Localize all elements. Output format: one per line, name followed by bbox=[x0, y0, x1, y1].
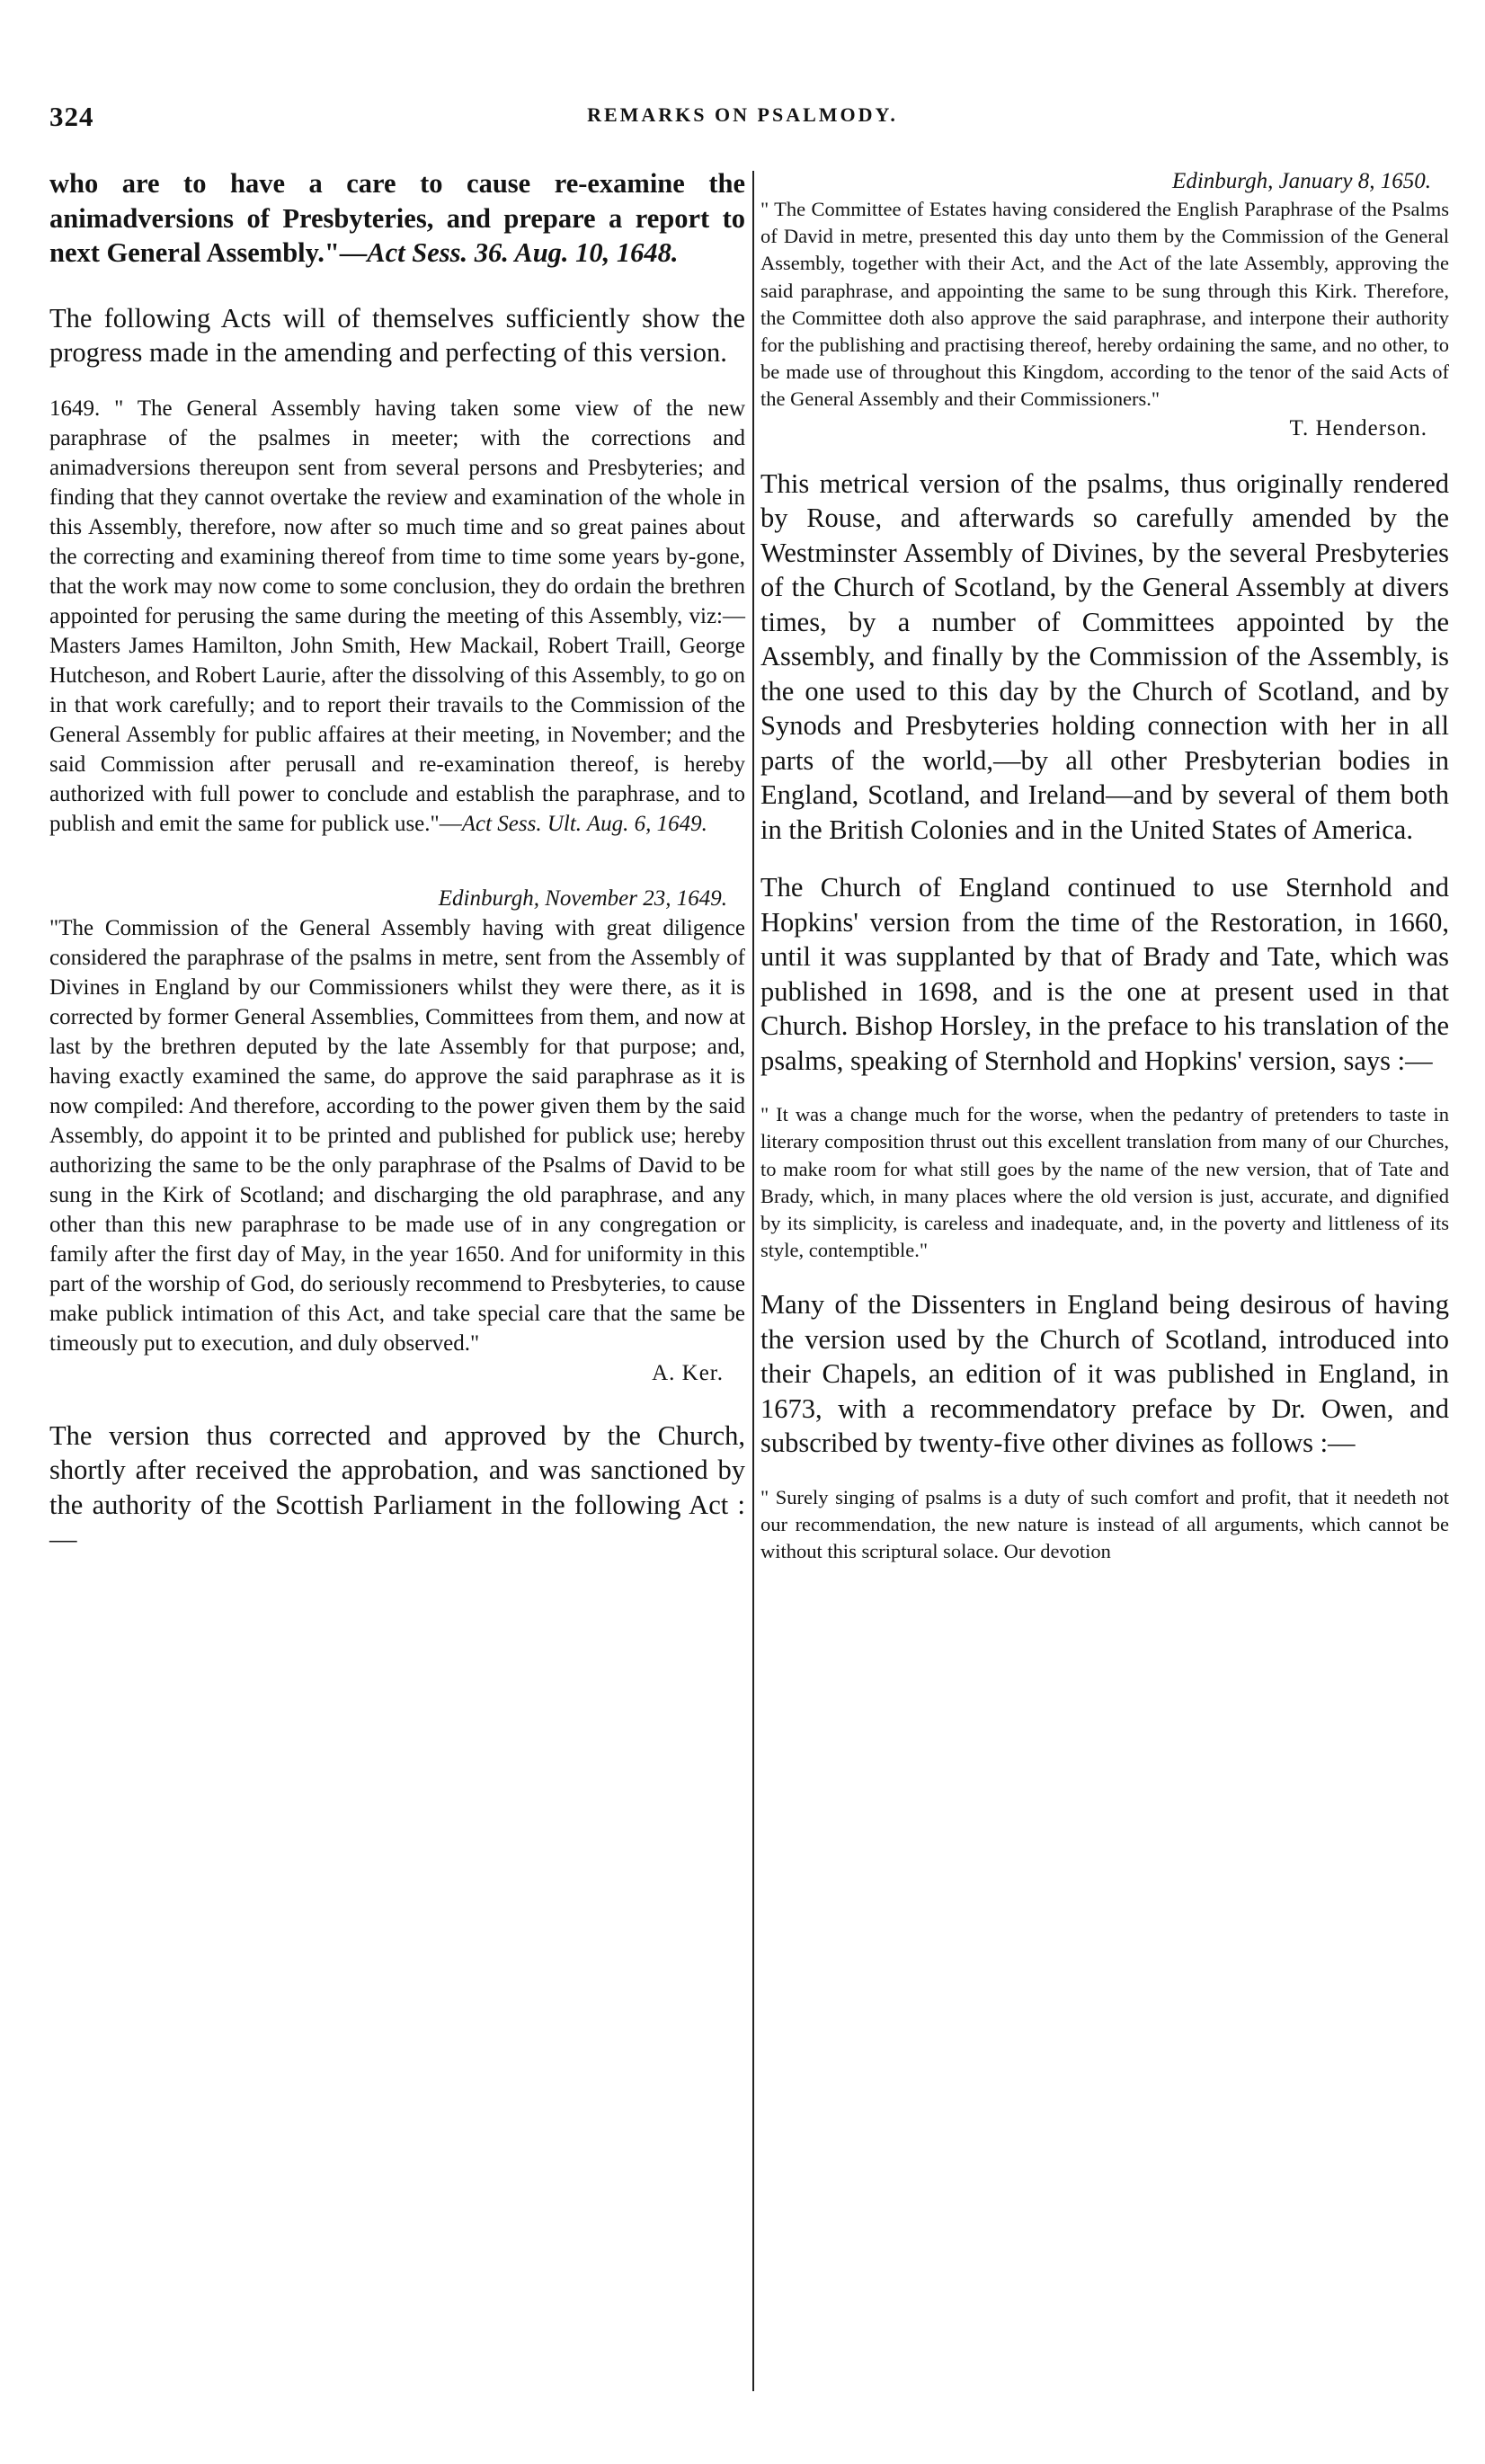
act-1649-paragraph bbox=[49, 394, 745, 839]
dissenters-paragraph: Many of the Dissenters in England being desirous of having the version used by the Church of Scotland, introduced into their Chapels, an edition of it was published in England, in 1673, with a recommendatory preface by Dr. Owen, and subscribed by twenty-five other divines as follows :— bbox=[760, 1289, 1449, 1459]
owen-preface-quote: " Surely singing of psalms is a duty of such comfort and profit, that it needeth not our recommendation, the new nature is instead of all arguments, which cannot be without this scriptural solace. Our devotion bbox=[760, 1485, 1449, 1563]
intro-paragraph: The following Acts will of themselves sufficiently show the progress made in the amending and perfecting of this version. bbox=[49, 302, 745, 368]
signature: T. Henderson. bbox=[1289, 415, 1427, 440]
parliament-paragraph: The version thus corrected and approved by the Church, shortly after received the approbation, and was sanctioned by the authority of the Scottish Parliament in the following Act :— bbox=[49, 1419, 745, 1554]
paragraph-text: 1649. " The General Assembly having taken some view of the new paraphrase of the psalmes in meeter; with the corrections and animadversions thereupon sent from several persons and Presbyteries; and finding that they cannot overtake the review and examination of the whole in this Assembly, therefore, now after so much time and so great paines about the correcting and examining thereof from time to time some years by-gone, that the work may now come to some conclusion, they do ordain the brethren appointed for perusing the same during the meeting of this Assembly, viz:—Masters James Hamilton, John Smith, Hew Mackail, Robert Traill, George Hutcheson, and Robert Laurie, after the dissolving of this Assembly, to go on in that work carefully; and to report their travails to the Commission of the General Assembly for public affaires at their meeting, in November; and the said Commission after perusall and re-examination thereof, is hereby authorized with full power to conclude and establish the paraphrase, and to publish and emit the same for publick use."— bbox=[49, 396, 745, 836]
commission-quote: "The Commission of the General Assembly having with great diligence considered the paraphrase of the psalms in metre, sent from the Assembly of Divines in England by our Commissioners whilst they were there, as it is corrected by former General Assemblies, Committees from them, and now at last by the brethren deputed by the late Assembly for that purpose; and, having exactly examined the same, do approve the said paraphrase as it is now compiled: And therefore, according to the power given them by the said Assembly, do appoint it to be printed and published for publick use; hereby authorizing the same to be the only paraphrase of the Psalms of David to be sung in the Kirk of Scotland; and discharging the old paraphrase, and any other than this new paraphrase to be made use of in any congregation or family after the first day of May, in the year 1650. And for uniformity in this part of the worship of God, do seriously recommend to Presbyteries, to cause make publick intimation of this Act, and take special care that the same be timeously put to execution, and duly observed." bbox=[49, 915, 745, 1356]
left-column bbox=[49, 166, 745, 1557]
running-title: REMARKS ON PSALMODY. bbox=[587, 103, 898, 126]
paragraph-text: who are to have a care to cause re-examine the animadversions of Presbyteries, and prepare a report to next General Assembly."— bbox=[49, 168, 745, 268]
continued-paragraph bbox=[49, 166, 745, 271]
church-of-england-paragraph: The Church of England continued to use Sternhold and Hopkins' version from the time of the Restoration, in 1660, until it was supplanted by that of Brady and Tate, which was published in 1698, and is the one at present used in that Church. Bishop Horsley, in the preface to his translation of the psalms, speaking of Sternhold and Hopkins' version, says :— bbox=[760, 872, 1449, 1076]
signature: A. Ker. bbox=[652, 1360, 724, 1385]
act-citation: Act Sess. Ult. Aug. 6, 1649. bbox=[461, 811, 707, 836]
page-number: 324 bbox=[49, 101, 94, 132]
dateline: Edinburgh, January 8, 1650. bbox=[1172, 169, 1431, 193]
horsley-quote: " It was a change much for the worse, when the pedantry of pretenders to taste in literary composition thrust out this excellent translation from many of our Churches, to make room for what still goes by the name of the new version, that of Tate and Brady, which, in many places where the old version is just, accurate, and dignified by its simplicity, is careless and inadequate, and, in the poverty and littleness of its style, contemptible." bbox=[760, 1103, 1449, 1262]
act-citation: Act Sess. 36. Aug. 10, 1648. bbox=[367, 237, 679, 268]
committee-quote: " The Committee of Estates having considered the English Paraphrase of the Psalms of David in metre, presented this day unto them by the Commission of the General Assembly, together with their Act, and the Act of the late Assembly, approving the said paraphrase, and appointing the same to be sung through this Kirk. Therefore, the Committee doth also approve the said paraphrase, and interpone their authority for the publishing and practising thereof, hereby ordaining the same, and no other, to be made use of throughout this Kingdom, according to the tenor of the said Acts of the General Assembly and their Commissioners." bbox=[760, 198, 1449, 411]
right-column bbox=[760, 166, 1449, 1565]
version-history-paragraph: This metrical version of the psalms, thus originally rendered by Rouse, and afterwards so carefully amended by the Westminster Assembly of Divines, by the several Presbyteries of the Church of Scotland, by the General Assembly at divers times, by a number of Committees appointed by the Assembly, and finally by the Commission of the Assembly, is the one used to this day by the Church of Scotland, and by Synods and Presbyteries holding connection with her in all parts of the world,—by all other Presbyterian bodies in England, Scotland, and Ireland—and by several of them both in the British Colonies and in the United States of America. bbox=[760, 467, 1449, 845]
column-rule bbox=[752, 171, 754, 2391]
dateline: Edinburgh, November 23, 1649. bbox=[438, 885, 727, 911]
